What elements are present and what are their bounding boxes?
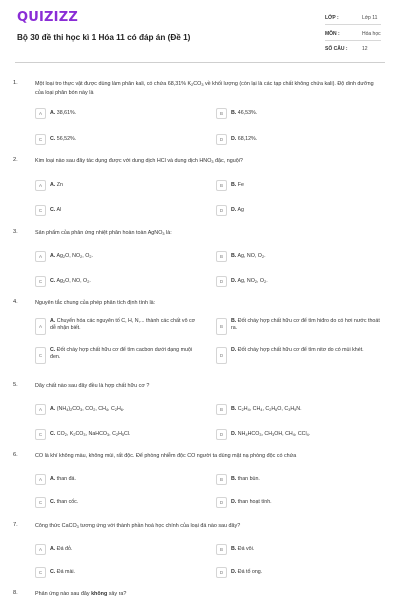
- meta-question-count-label: SỐ CÂU :: [325, 46, 348, 52]
- option-letter-badge: C: [35, 205, 46, 216]
- option-letter-badge: C: [35, 134, 46, 145]
- document-title: Bộ 30 đề thi học kì 1 Hóa 11 có đáp án (Đề 1): [17, 33, 191, 42]
- option-text: A. than đá.: [50, 476, 76, 482]
- option-text: B. Ag, NO, $O_2$.: [231, 253, 266, 259]
- answer-option-a[interactable]: [35, 404, 205, 418]
- divider: [325, 24, 381, 25]
- answer-option-b[interactable]: [216, 318, 386, 332]
- meta-question-count-value: 12: [362, 46, 368, 52]
- option-letter-badge: C: [35, 276, 46, 287]
- option-text: C. 56,52%.: [50, 136, 77, 142]
- option-text: A. Đá đỏ.: [50, 546, 73, 552]
- answer-option-c[interactable]: [35, 497, 205, 511]
- answer-option-d[interactable]: [216, 276, 386, 290]
- question-text: Công thức CaCO$_3$ tương ứng với thành phần hoá học chính của loại đá nào sau đây?: [35, 523, 241, 529]
- option-letter-badge: D: [216, 276, 227, 287]
- question-text: Kim loại nào sau đây tác dụng được với dung dịch HCl và dung dịch $HNO_3$ đặc, nguội?: [35, 158, 243, 164]
- question-number: 1.: [13, 80, 18, 86]
- option-letter-badge: B: [216, 404, 227, 415]
- answer-option-b[interactable]: [216, 404, 386, 418]
- option-text: C. Đá mài.: [50, 569, 76, 575]
- question-number: 7.: [13, 522, 18, 528]
- answer-option-d[interactable]: [216, 134, 386, 148]
- option-text: C. $CO_2$, $K_2CO_3$, NaHCO$_3$, $C_2H_5Cl$.: [50, 431, 131, 437]
- option-letter-badge: A: [35, 180, 46, 191]
- option-letter-badge: C: [35, 429, 46, 440]
- option-text: D. than hoạt tính.: [231, 499, 272, 505]
- question-text: Phản ứng nào sau đây không xảy ra?: [35, 591, 127, 597]
- answer-option-a[interactable]: [35, 108, 205, 122]
- answer-option-a[interactable]: [35, 318, 205, 332]
- meta-grade-label: LỚP :: [325, 15, 339, 21]
- question-text: Sản phẩm của phản ứng nhiệt phân hoàn toàn AgNO$_3$ là:: [35, 230, 172, 236]
- option-text: B. Đốt cháy hợp chất hữu cơ để tìm hiđro do có hơi nước thoát ra.: [231, 318, 380, 331]
- option-letter-badge: D: [216, 497, 227, 508]
- option-letter-badge: D: [216, 567, 227, 578]
- option-letter-badge: D: [216, 134, 227, 145]
- quizizz-logo: QUIZIZZ: [17, 10, 78, 25]
- option-letter-badge: A: [35, 544, 46, 555]
- option-letter-badge: D: [216, 347, 227, 364]
- answer-option-c[interactable]: [35, 429, 205, 443]
- option-letter-badge: B: [216, 251, 227, 262]
- answer-option-a[interactable]: [35, 474, 205, 488]
- option-letter-badge: D: [216, 205, 227, 216]
- option-text: D. Đá tổ ong.: [231, 569, 263, 575]
- answer-option-c[interactable]: [35, 347, 205, 361]
- option-text: D. Ag: [231, 207, 244, 213]
- meta-grade-value: Lớp 11: [362, 15, 378, 21]
- option-letter-badge: A: [35, 474, 46, 485]
- question-text: Nguyên tắc chung của phép phân tích định tính là:: [35, 300, 156, 306]
- question-text: Dãy chất nào sau đây đều là hợp chất hữu cơ ?: [35, 383, 150, 389]
- question-number: 4.: [13, 299, 18, 305]
- answer-option-b[interactable]: [216, 251, 386, 265]
- answer-option-b[interactable]: [216, 474, 386, 488]
- question-number: 5.: [13, 382, 18, 388]
- answer-option-a[interactable]: [35, 180, 205, 194]
- option-letter-badge: D: [216, 429, 227, 440]
- option-text: D. $NH_4HCO_3$, $CH_3OH$, $CH_4$, CCl$_4$.: [231, 431, 311, 437]
- option-letter-badge: B: [216, 108, 227, 119]
- option-text: B. $C_2H_4$, $CH_4$, $C_2H_6O$, $C_3H_9N$.: [231, 406, 302, 412]
- answer-option-d[interactable]: [216, 205, 386, 219]
- option-text: C. Đốt cháy hợp chất hữu cơ để tìm cacbon dưới dạng muội đen.: [50, 347, 193, 360]
- answer-option-c[interactable]: [35, 276, 205, 290]
- answer-option-d[interactable]: [216, 429, 386, 443]
- question-number: 2.: [13, 157, 18, 163]
- option-letter-badge: A: [35, 318, 46, 335]
- question-text: CO là khí không màu, không mùi, rất độc. Để phòng nhiễm độc CO người ta dùng mặt nạ phòng độc có chứa: [35, 453, 297, 459]
- option-letter-badge: A: [35, 108, 46, 119]
- answer-option-b[interactable]: [216, 544, 386, 558]
- question-number: 3.: [13, 229, 18, 235]
- option-text: D. 68,12%.: [231, 136, 258, 142]
- option-text: B. Đá vôi.: [231, 546, 255, 552]
- question-text: Một loại tro thực vật được dùng làm phân kali, có chứa 68,31% $K_2CO_3$ về khối lượng (còn lại là các tạp chất không chứa kali). Độ dinh dưỡng của loại phân bón này là: [35, 81, 374, 97]
- option-text: A. Chuyển hóa các nguyên tố C, H, N,... thành các chất vô cơ dễ nhận biết.: [50, 318, 196, 331]
- option-text: A. 38,61%.: [50, 110, 77, 116]
- divider: [325, 40, 381, 41]
- option-letter-badge: C: [35, 347, 46, 364]
- option-letter-badge: B: [216, 318, 227, 335]
- answer-option-c[interactable]: [35, 567, 205, 581]
- answer-option-b[interactable]: [216, 180, 386, 194]
- option-text: A. Zn: [50, 182, 63, 188]
- option-text: A. $(NH_4)_2CO_3$, $CO_2$, $CH_4$, $C_2H_6$.: [50, 406, 125, 412]
- meta-subject-value: Hóa học: [362, 31, 381, 37]
- question-number: 6.: [13, 452, 18, 458]
- option-text: D. Đốt cháy hợp chất hữu cơ để tìm nitơ do có mùi khét.: [231, 347, 364, 353]
- option-text: C. Al: [50, 207, 62, 213]
- option-text: D. Ag, $NO_2$, $O_2$.: [231, 278, 268, 284]
- answer-option-b[interactable]: [216, 108, 386, 122]
- header-divider: [15, 62, 385, 63]
- answer-option-d[interactable]: [216, 497, 386, 511]
- meta-subject-label: MÔN :: [325, 31, 340, 37]
- option-text: B. Fe: [231, 182, 244, 188]
- option-letter-badge: B: [216, 180, 227, 191]
- answer-option-c[interactable]: [35, 205, 205, 219]
- option-letter-badge: C: [35, 567, 46, 578]
- option-text: C. than cốc.: [50, 499, 79, 505]
- worksheet-header: [0, 0, 400, 62]
- option-text: A. $Ag_2O$, $NO_2$, $O_2$.: [50, 253, 93, 259]
- option-letter-badge: C: [35, 497, 46, 508]
- option-text: B. than bùn.: [231, 476, 260, 482]
- option-letter-badge: A: [35, 404, 46, 415]
- option-letter-badge: A: [35, 251, 46, 262]
- option-letter-badge: B: [216, 544, 227, 555]
- answer-option-d[interactable]: [216, 567, 386, 581]
- answer-option-a[interactable]: [35, 251, 205, 265]
- answer-option-c[interactable]: [35, 134, 205, 148]
- answer-option-a[interactable]: [35, 544, 205, 558]
- option-letter-badge: B: [216, 474, 227, 485]
- question-number: 8.: [13, 590, 18, 596]
- answer-option-d[interactable]: [216, 347, 386, 361]
- option-text: C. $Ag_2O$, NO, $O_2$.: [50, 278, 91, 284]
- option-text: B. 46,53%.: [231, 110, 258, 116]
